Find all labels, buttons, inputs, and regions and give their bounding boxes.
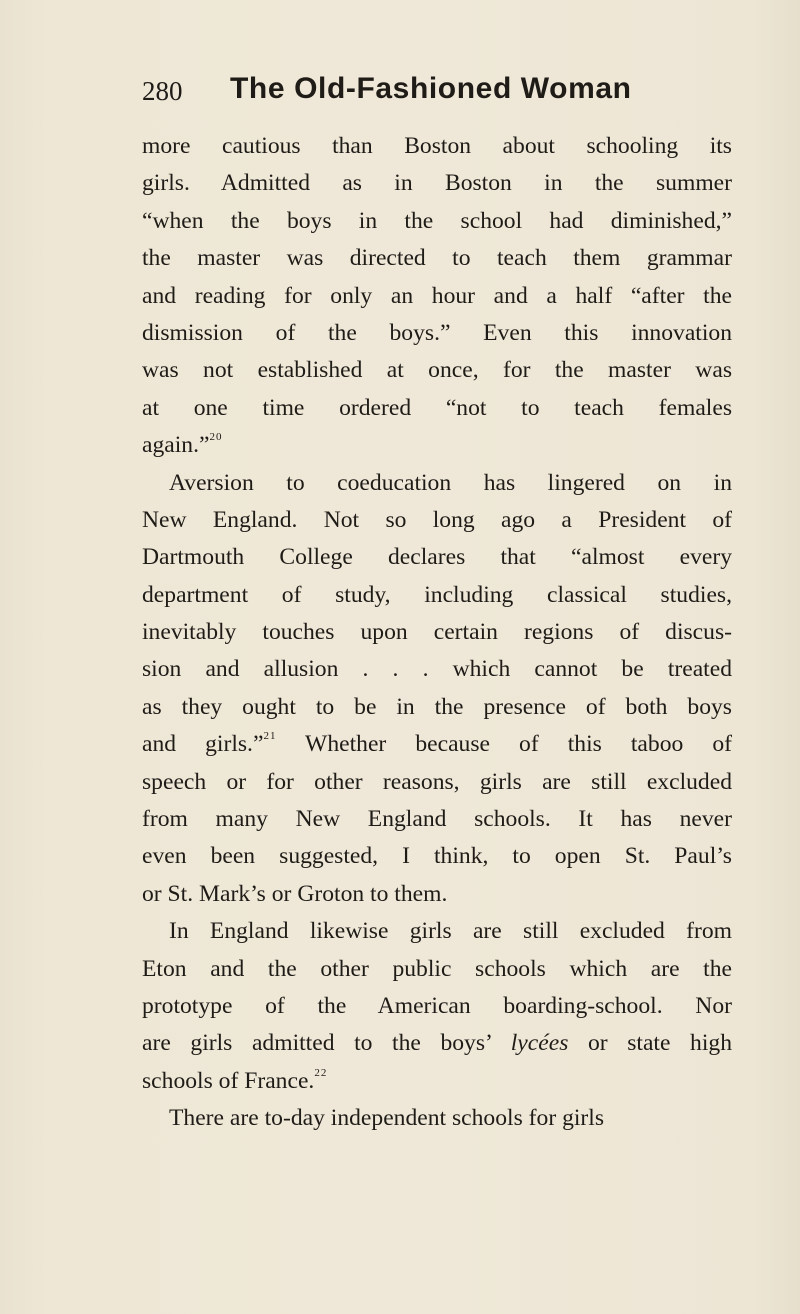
- text-line: [142, 726, 732, 763]
- text-line: [142, 427, 732, 464]
- footnote-ref: 22: [314, 1066, 328, 1079]
- running-title: The Old-Fashioned Woman: [230, 72, 632, 105]
- text-line: In England likewise girls are still excluded from: [169, 918, 732, 945]
- text-fragment: schools of France.: [142, 1067, 315, 1094]
- text-line: and reading for only an hour and a half “after the: [142, 282, 732, 309]
- text-line: inevitably touches upon certain regions of discus-: [142, 619, 732, 646]
- text-line: speech or for other reasons, girls are still excluded: [142, 768, 732, 795]
- text-line: sion and allusion . . . which cannot be treated: [142, 656, 732, 683]
- text-line: as they ought to be in the presence of both boys: [142, 693, 732, 720]
- text-line: Dartmouth College declares that “almost every: [142, 544, 732, 571]
- text-line: or St. Mark’s or Groton to them.: [142, 880, 448, 907]
- text-line: “when the boys in the school had diminished,”: [142, 207, 732, 234]
- text-line: department of study, including classical studies,: [142, 581, 732, 608]
- text-fragment: or state high: [568, 1030, 733, 1057]
- footnote-ref: 20: [209, 431, 223, 444]
- text-line: [142, 1063, 732, 1100]
- text-line: from many New England schools. It has never: [142, 806, 732, 833]
- text-line: Aversion to coeducation has lingered on in: [169, 469, 732, 496]
- text-line: New England. Not so long ago a President of: [142, 506, 732, 533]
- text-line: girls. Admitted as in Boston in the summer: [142, 170, 732, 197]
- text-fragment: are girls admitted to the boys’: [142, 1030, 511, 1057]
- text-line: more cautious than Boston about schooling its: [142, 133, 732, 159]
- text-line: the master was directed to teach them grammar: [142, 245, 732, 272]
- text-fragment: again.”: [142, 432, 210, 459]
- text-fragment: and girls.”: [142, 731, 264, 758]
- text-line: prototype of the American boarding-school. Nor: [142, 992, 732, 1019]
- page-number: 280: [142, 76, 183, 106]
- running-head: [142, 70, 742, 112]
- text-line: There are to-day independent schools for girls: [169, 1105, 605, 1132]
- text-line: was not established at once, for the master was: [142, 357, 732, 384]
- body-text: [142, 128, 732, 1138]
- italic-term: lycées: [510, 1030, 569, 1057]
- text-line: [142, 1025, 732, 1062]
- text-line: dismission of the boys.” Even this innovation: [142, 319, 732, 346]
- footnote-ref: 21: [263, 730, 277, 743]
- text-line: even been suggested, I think, to open St. Paul’s: [142, 843, 732, 870]
- text-line: Eton and the other public schools which are the: [142, 955, 732, 982]
- text-fragment: Whether because of this taboo of: [276, 731, 732, 758]
- text-line: at one time ordered “not to teach females: [142, 394, 732, 421]
